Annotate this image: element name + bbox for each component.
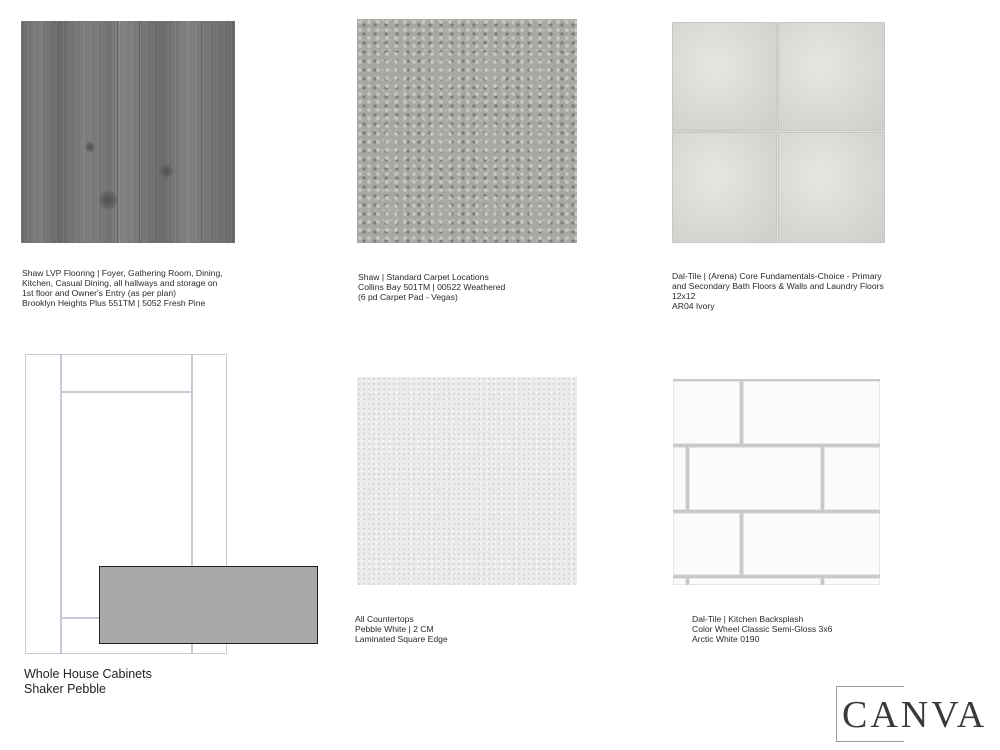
cabinets-caption [24,667,152,697]
caption-line: Shaker Pebble [24,682,107,696]
caption-line: All Countertops [355,614,414,624]
backsplash-tile-swatch [673,379,880,585]
lvp-flooring-caption [22,268,223,308]
caption-line: Dal-Tile | Kitchen Backsplash [692,614,804,624]
cabinet-color-swatch [99,566,318,644]
caption-line: Pebble White | 2 CM [355,624,434,634]
caption-line: Laminated Square Edge [355,634,448,644]
countertop-caption [355,614,448,644]
caption-line: and Secondary Bath Floors & Walls and Laundry Floors [672,281,884,291]
lvp-flooring-swatch [21,21,235,243]
caption-line: Shaw LVP Flooring | Foyer, Gathering Room, Dining, [22,268,223,278]
caption-line: (6 pd Carpet Pad - Vegas) [358,292,458,302]
caption-line: Color Wheel Classic Semi-Gloss 3x6 [692,624,833,634]
canva-logo [836,686,1000,742]
caption-line: 1st floor and Owner's Entry (as per plan) [22,288,177,298]
floor-tile-caption [672,271,884,311]
countertop-swatch [357,377,577,585]
caption-line: 12x12 [672,291,696,301]
carpet-caption [358,272,505,302]
floor-tile-swatch [672,22,885,243]
caption-line: Arctic White 0190 [692,634,760,644]
caption-line: Whole House Cabinets [24,667,152,681]
caption-line: Shaw | Standard Carpet Locations [358,272,489,282]
logo-text: CANVA [842,694,988,736]
caption-line: AR04 Ivory [672,301,715,311]
caption-line: Brooklyn Heights Plus 551TM | 5052 Fresh Pine [22,298,206,308]
carpet-swatch [357,19,577,243]
caption-line: Kitchen, Casual Dining, all hallways and storage on [22,278,218,288]
caption-line: Collins Bay 501TM | 00522 Weathered [358,282,506,292]
backsplash-caption [692,614,832,644]
caption-line: Dal-Tile | (Arena) Core Fundamentals-Choice - Primary [672,271,882,281]
